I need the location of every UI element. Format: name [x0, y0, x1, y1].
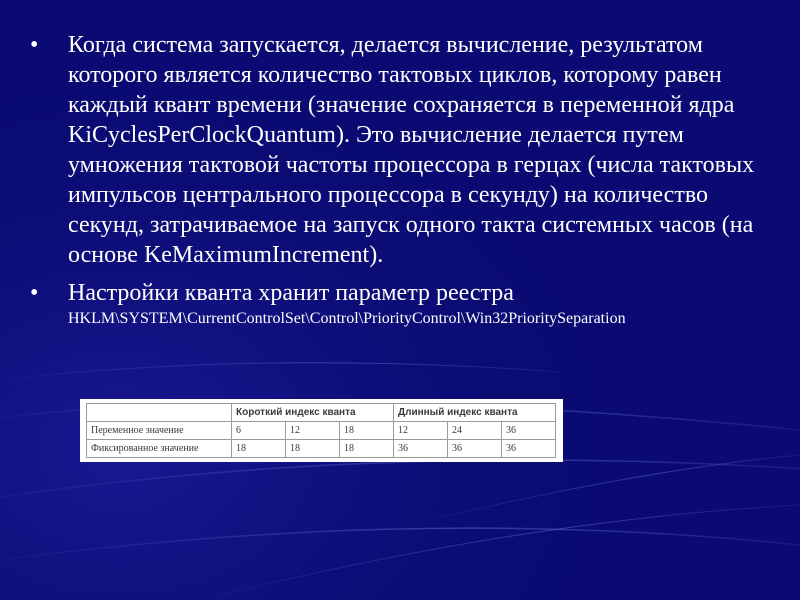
table-row [87, 422, 556, 440]
bullet-text: Настройки кванта хранит параметр реестра [68, 280, 514, 306]
table-cell: 18 [339, 422, 393, 440]
table-row-label: Фиксированное значение [87, 440, 232, 458]
table-cell: 36 [501, 440, 555, 458]
registry-path: HKLM\SYSTEM\CurrentControlSet\Control\PriorityControl\Win32PrioritySeparation [68, 310, 626, 327]
table-cell: 36 [501, 422, 555, 440]
table-header-row [87, 404, 556, 422]
bullet-text: Когда система запускается, делается вычисление, результатом которого является количество тактовых циклов, которому равен каждый квант времени (значение сохраняется в переменной ядра KiCyclesPerClockQuantum). Это вычисление делается путем умножения тактовой частоты процессора в герцах (числа тактовых импульсов центрального процессора в секунду) на количество секунд, затрачиваемое на запуск одного такта системных часов (на основе KeMaximumIncrement). [68, 32, 755, 268]
table-cell: 18 [285, 440, 339, 458]
table-cell: 36 [393, 440, 447, 458]
table-header-long-index: Длинный индекс кванта [393, 404, 555, 422]
table-header-short-index: Короткий индекс кванта [232, 404, 394, 422]
slide-content [30, 30, 780, 330]
table-cell: 36 [447, 440, 501, 458]
table-cell: 6 [232, 422, 286, 440]
bullet-quantum-calculation [30, 30, 780, 270]
table-cell: 12 [393, 422, 447, 440]
bullet-marker: • [30, 32, 39, 58]
table-cell: 24 [447, 422, 501, 440]
table-header-blank [87, 404, 232, 422]
table-row-label: Переменное значение [87, 422, 232, 440]
bullet-registry-setting [30, 278, 780, 330]
table-cell: 18 [232, 440, 286, 458]
quantum-table [86, 403, 556, 458]
bullet-marker: • [30, 280, 39, 306]
table-row [87, 440, 556, 458]
quantum-table-image [80, 399, 563, 462]
table-cell: 18 [339, 440, 393, 458]
table-cell: 12 [285, 422, 339, 440]
